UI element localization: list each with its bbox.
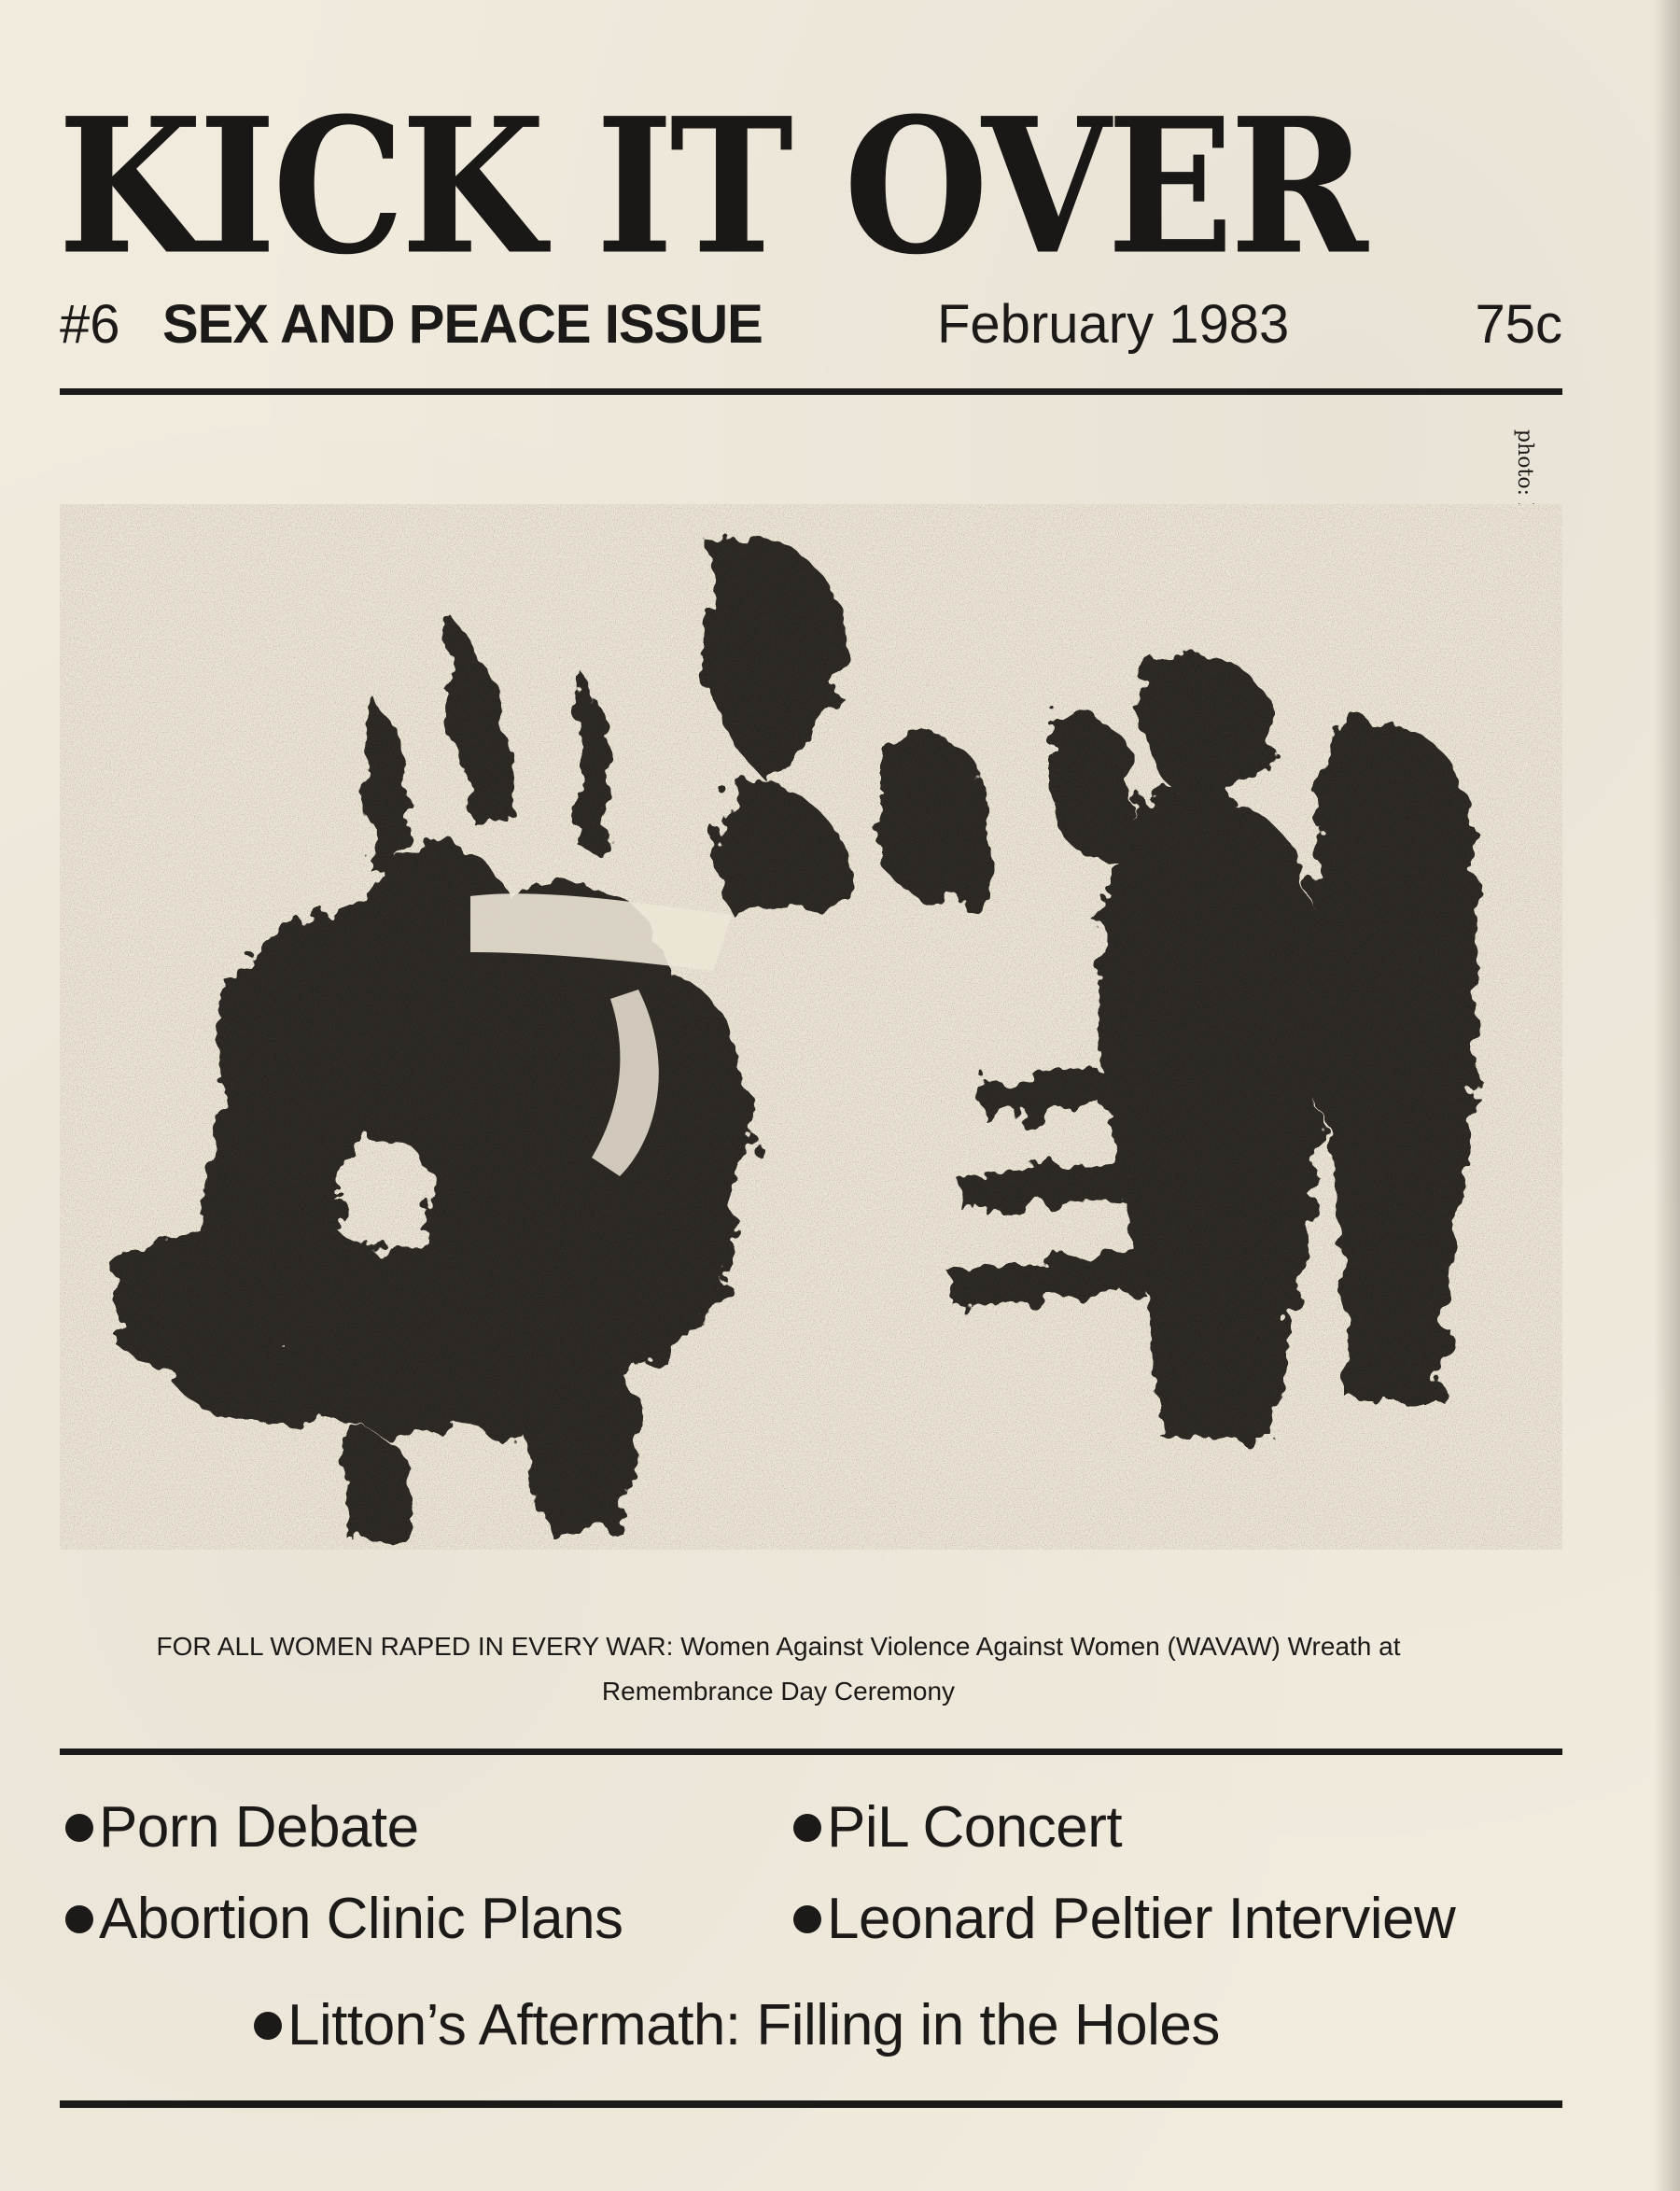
issue-number: #6 bbox=[60, 293, 120, 355]
contents-item-litton-aftermath: Litton’s Aftermath: Filling in the Holes bbox=[254, 1988, 1220, 2063]
bullet-icon bbox=[65, 1814, 93, 1842]
page-edge-shadow bbox=[1654, 0, 1680, 2191]
issue-title: SEX AND PEACE ISSUE bbox=[162, 293, 763, 355]
issue-price: 75c bbox=[1475, 293, 1562, 355]
top-divider bbox=[60, 388, 1562, 395]
contents-item-abortion-clinic: Abortion Clinic Plans bbox=[65, 1882, 623, 1957]
issue-date: February 1983 bbox=[937, 293, 1290, 355]
contents-item-pil-concert: PiL Concert bbox=[793, 1791, 1122, 1865]
masthead-title: KICK IT OVER bbox=[58, 77, 1365, 296]
cover-photo bbox=[60, 504, 1562, 1550]
bullet-icon bbox=[793, 1905, 821, 1933]
bottom-divider bbox=[60, 2100, 1562, 2108]
bullet-icon bbox=[254, 2012, 282, 2040]
photo-caption bbox=[60, 1624, 1497, 1727]
caption-line-1: FOR ALL WOMEN RAPED IN EVERY WAR: Women Against Violence Against Women (WAVAW) Wreath at bbox=[156, 1632, 1401, 1661]
bullet-icon bbox=[65, 1905, 93, 1933]
bullet-icon bbox=[793, 1814, 821, 1842]
cover-photo-image bbox=[60, 504, 1562, 1550]
caption-line-2: Remembrance Day Ceremony bbox=[601, 1677, 956, 1706]
contents-item-porn-debate: Porn Debate bbox=[65, 1791, 419, 1865]
contents-item-peltier-interview: Leonard Peltier Interview bbox=[793, 1882, 1455, 1957]
issue-line bbox=[60, 291, 1562, 357]
middle-divider bbox=[60, 1749, 1562, 1755]
